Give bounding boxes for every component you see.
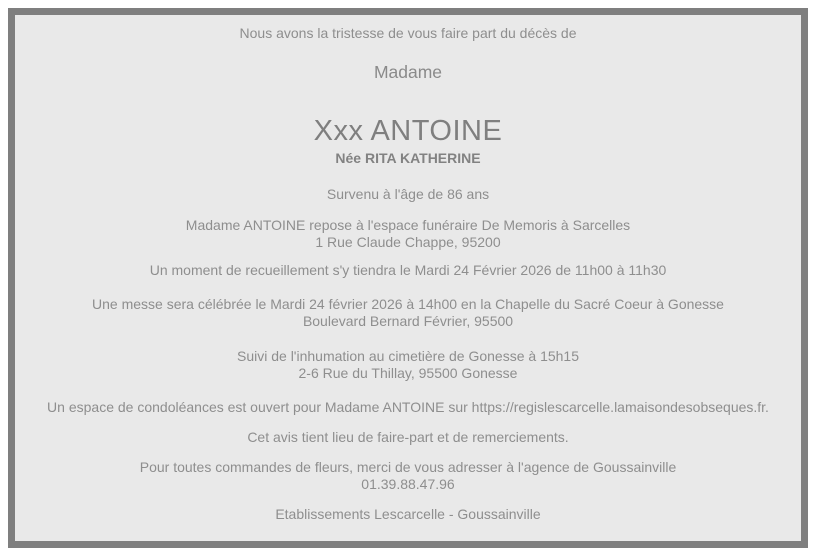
inhumation-address-line: 2-6 Rue du Thillay, 95500 Gonesse <box>298 365 518 381</box>
civility-title: Madame <box>373 62 443 82</box>
condoleances-line: Un espace de condoléances est ouvert pour Madame ANTOINE sur https://regislescarcelle.lamaisondesobseques.fr. <box>47 399 769 415</box>
intro-line: Nous avons la tristesse de vous faire part du décès de <box>239 25 577 41</box>
inhumation-event-line: Suivi de l'inhumation au cimetière de Gonesse à 15h15 <box>237 348 579 364</box>
fleurs-phone-line: 01.39.88.47.96 <box>361 476 455 492</box>
messe-paragraph <box>15 296 801 330</box>
fleurs-instruction-line: Pour toutes commandes de fleurs, merci de vous adresser à l'agence de Goussainville <box>139 459 677 475</box>
messe-address-line: Boulevard Bernard Février, 95500 <box>302 313 514 329</box>
messe-event-line: Une messe sera célébrée le Mardi 24 février 2026 à 14h00 en la Chapelle du Sacré Coeur à Gonesse <box>92 296 724 312</box>
funeral-home-signature: Etablissements Lescarcelle - Goussainville <box>275 506 541 522</box>
repose-address-line: 1 Rue Claude Chappe, 95200 <box>315 234 501 250</box>
remerciements-line: Cet avis tient lieu de faire-part et de remerciements. <box>247 429 569 445</box>
deceased-name: Xxx ANTOINE <box>313 115 503 147</box>
maiden-name: Née RITA KATHERINE <box>335 150 481 166</box>
recueillement-line: Un moment de recueillement s'y tiendra le Mardi 24 Février 2026 de 11h00 à 11h30 <box>149 262 667 278</box>
age-line: Survenu à l'âge de 86 ans <box>326 186 490 202</box>
repose-paragraph <box>15 217 801 251</box>
inhumation-paragraph <box>15 348 801 382</box>
death-notice-card <box>8 8 808 548</box>
fleurs-paragraph <box>15 459 801 493</box>
repose-location-line: Madame ANTOINE repose à l'espace funéraire De Memoris à Sarcelles <box>185 217 631 233</box>
